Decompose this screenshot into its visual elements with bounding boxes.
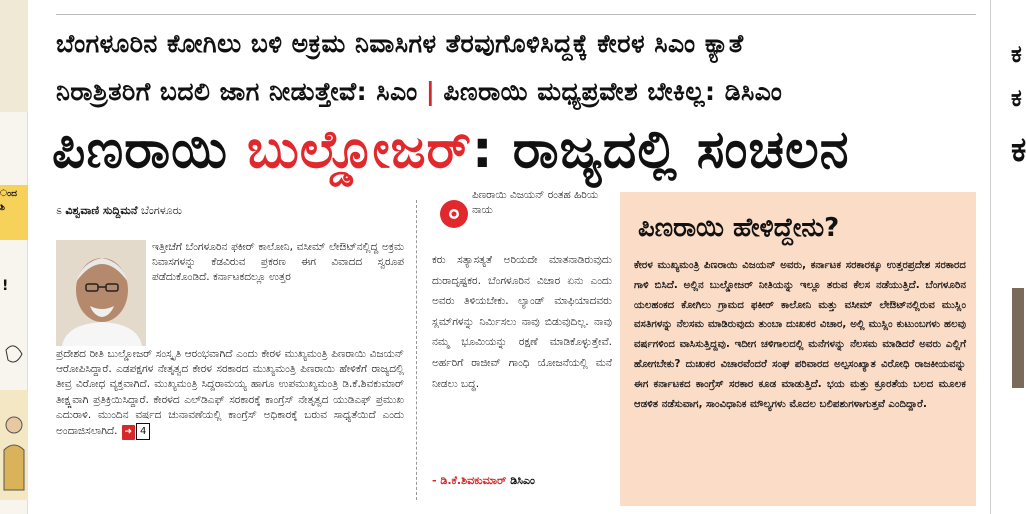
pinarayi-photo <box>56 240 146 346</box>
kicker-separator: | <box>425 77 436 106</box>
left-neighbour-glyph: ! <box>2 278 9 294</box>
kicker-2-right: ಪಿಣರಾಯಿ ಮಧ್ಯಪ್ರವೇಶ ಬೇಕಿಲ್ಲ: ಡಿಸಿಎಂ <box>443 77 783 106</box>
quote-attribution-role: ಡಿಸಿಎಂ <box>506 474 535 487</box>
quote-attribution-name: ಡಿ.ಕೆ.ಶಿವಕುಮಾರ್ <box>440 474 507 487</box>
left-ad-text-2: ಶಿ <box>0 203 5 213</box>
byline <box>56 204 396 218</box>
article-paragraph-top: ಇತ್ತೀಚೆಗೆ ಬೆಂಗಳೂರಿನ ಫಕೀರ್ ಕಾಲೋನಿ, ವಸೀಮ್ ಲೇಔಟ್‌ನಲ್ಲಿದ್ದ ಅಕ್ರಮ ನಿವಾಸಗಳನ್ನು ಕೆಡವಿರುವ ಪ್ರಕರಣ ಈಗ ವಿವಾದದ ಸ್ವರೂಪ ಪಡೆದುಕೊಂಡಿದೆ. ಕರ್ನಾಟಕದಲ್ಲೂ ಉತ್ತರ <box>152 241 404 284</box>
sidebar-title: ಪಿಣರಾಯಿ ಹೇಳಿದ್ದೇನು? <box>638 213 840 243</box>
right-fragment-2: ಕ <box>1011 84 1022 112</box>
right-neighbour-photo <box>1012 288 1024 388</box>
left-ad-text-1: ಂದ <box>0 189 17 199</box>
continued-page-number[interactable]: 4 <box>136 423 150 440</box>
sidebar-body: ಕೇರಳ ಮುಖ್ಯಮಂತ್ರಿ ಪಿಣರಾಯಿ ವಿಜಯನ್ ಅವರು, ಕರ್ನಾಟಕ ಸರಕಾರಕ್ಕೂ ಉತ್ತರಪ್ರದೇಶ ಸರಕಾರದ ಗಾಳಿ ಬಿಸಿದೆ. ಅಲ್ಲಿನ ಬುಲ್ಡೋಜರ್ ನೀತಿಯನ್ನು ಇಲ್ಲೂ ತರುವ ಕೆಲಸ ನಡೆಯುತ್ತಿದೆ. ಬೆಂಗಳೂರಿನ ಯಲಹಂಕದ ಕೋಗಿಲು ಗ್ರಾಮದ ಫಕೀರ್ ಕಾಲೋನಿ ಮತ್ತು ವಸೀಮ್ ಲೇಔಟ್‌ನಲ್ಲಿರುವ ಮುಸ್ಲಿಂ ವಸತಿಗಳನ್ನು ನೆಲಸಮ ಮಾಡಿರುವುದು ತುಂಬಾ ದುಃಖಕರ ವಿಚಾರ, ಅಲ್ಲಿ ಮುಸ್ಲಿಂ ಕುಟುಂಬಗಳು ಹಲವು ವರ್ಷಗಳಿಂದ ವಾಸಿಸುತ್ತಿದ್ದವು. ಇದೀಗ ಚಳಿಗಾಲದಲ್ಲಿ ಮನೆಗಳನ್ನು ನೆಲಸಮ ಮಾಡಿದರೆ ಅವರು ಎಲ್ಲಿಗೆ ಹೋಗಬೇಕು? ದುಃಖಕರ ವಿಚಾರವೆಂದರೆ ಸಂಘ ಪರಿವಾರದ ಅಲ್ಪಸಂಖ್ಯಾತ ವಿರೋಧಿ ರಾಜಕೀಯವನ್ನು ಈಗ ಕರ್ನಾಟಕದ ಕಾಂಗ್ರೆಸ್ ಸರಕಾರ ಕೂಡ ಮಾಡುತ್ತಿದೆ. ಭಯ ಮತ್ತು ಕ್ರೂರತೆಯ ಬಲದ ಮೂಲಕ ಆಡಳಿತ ನಡೆಸುವಾಗ, ಸಾಂವಿಧಾನಿಕ ಮೌಲ್ಯಗಳು ಮೊದಲ ಬಲಿಪಶುಗಳಾಗುತ್ತವೆ ಎಂದಿದ್ದಾರೆ. <box>634 260 966 410</box>
quote-text-top: ಪಿಣರಾಯಿ ವಿಜಯನ್ ರಂತಹ ಹಿರಿಯ ನಾಯ <box>472 189 599 217</box>
article-main-text: ಪ್ರದೇಶದ ರೀತಿ ಬುಲ್ಡೋಜರ್ ಸಂಸ್ಕೃತಿ ಆರಂಭವಾಗಿದೆ ಎಂದು ಕೇರಳ ಮುಖ್ಯಮಂತ್ರಿ ಪಿಣರಾಯಿ ವಿಜಯನ್ ಆರೋಪಿಸಿದ್ದಾರೆ. ಎಡಪಕ್ಷಗಳ ನೇತೃತ್ವದ ಕೇರಳ ಸರಕಾರದ ಮುಖ್ಯಮಂತ್ರಿ ಪಿಣರಾಯಿ ಹೇಳಿಕೆಗೆ ರಾಜ್ಯದಲ್ಲಿ ತೀವ್ರ ವಿರೋಧ ವ್ಯಕ್ತವಾಗಿದೆ. ಮುಖ್ಯಮಂತ್ರಿ ಸಿದ್ದರಾಮಯ್ಯ ಹಾಗೂ ಉಪಮುಖ್ಯಮಂತ್ರಿ ಡಿ.ಕೆ.ಶಿವಕುಮಾರ್ ತೀಕ್ಷ್ಣವಾಗಿ ಪ್ರತಿಕ್ರಿಯಿಸಿದ್ದಾರೆ. ಕೇರಳದ ಎಲ್‌ಡಿಎಫ್ ಸರಕಾರಕ್ಕೆ ಕಾಂಗ್ರೆಸ್ ನೇತೃತ್ವದ ಯುಡಿಎಫ್ ಪ್ರಮುಖ ಎದುರಾಳಿ. ಮುಂದಿನ ವರ್ಷದ ಚುನಾವಣೆಯಲ್ಲಿ ಕಾಂಗ್ರೆಸ್ ಅಧಿಕಾರಕ್ಕೆ ಬರುವ ಸಾಧ್ಯತೆಯಿದೆ ಎಂದು ಅಂದಾಜಿಸಲಾಗಿದೆ. <box>56 348 404 438</box>
left-neighbour-ad <box>0 185 28 240</box>
column-divider <box>416 200 417 500</box>
continued-arrow-icon[interactable]: ➜ <box>122 425 136 440</box>
headline-part-3: : ರಾಜ್ಯದಲ್ಲಿ ಸಂಚಲನ <box>471 120 850 180</box>
quote-attribution-dash: - <box>432 474 441 487</box>
kicker-line-1: ಬೆಂಗಳೂರಿನ ಕೋಗಿಲು ಬಳಿ ಅಕ್ರಮ ನಿವಾಸಿಗಳ ತೆರವುಗೊಳಿಸಿದ್ದಕ್ಕೆ ಕೇರಳ ಸಿಎಂ ಕ್ಯಾತೆ <box>56 29 744 58</box>
kicker-2-left: ನಿರಾಶ್ರಿತರಿಗೆ ಬದಲಿ ಜಾಗ ನೀಡುತ್ತೇವೆ: ಸಿಎಂ <box>56 77 418 106</box>
headline-part-2: ಬುಲ್ಡೋಜರ್ <box>247 120 472 180</box>
right-fragment-1: ಕ <box>1011 40 1022 68</box>
kicker-line-2 <box>56 76 976 108</box>
headline-part-1: ಪಿಣರಾಯಿ <box>52 120 248 180</box>
byline-source: ವಿಶ್ವವಾಣಿ ಸುದ್ದಿಮನೆ <box>65 204 138 217</box>
byline-place: ಬೆಂಗಳೂರು <box>140 204 183 217</box>
left-neighbour-panel <box>0 0 28 112</box>
quote-text-main: ಕರು ಸತ್ಯಾಸತ್ಯತೆ ಅರಿಯದೇ ಮಾತನಾಡಿರುವುದು ದುರಾದೃಷ್ಟಕರ. ಬೆಂಗಳೂರಿನ ವಿಚಾರ ಏನು ಎಂದು ಅವರು ತಿಳಿಯಬೇಕು. ಲ್ಯಾಂಡ್ ಮಾಫಿಯಾದವರು ಸ್ಲಮ್‌ಗಳನ್ನು ನಿರ್ಮಿಸಲು ನಾವು ಬಿಡುವುದಿಲ್ಲ. ನಾವು ನಮ್ಮ ಭೂಮಿಯನ್ನು ರಕ್ಷಣೆ ಮಾಡಿಕೊಳ್ಳುತ್ತೇವೆ. ಅರ್ಹರಿಗೆ ರಾಜೀವ್ ಗಾಂಧಿ ಯೋಜನೆಯಲ್ಲಿ ಮನೆ ನೀಡಲು ಬದ್ಧ. <box>432 254 612 390</box>
left-neighbour-illustration <box>0 330 28 500</box>
right-fragment-3: ಕ <box>1011 130 1026 170</box>
quote-icon <box>440 200 468 228</box>
top-rule <box>56 14 976 15</box>
byline-icon: ಽ <box>56 204 66 217</box>
main-headline <box>52 116 976 184</box>
quote-attribution <box>432 474 612 488</box>
right-neighbour-column <box>990 0 1024 514</box>
article-paragraph-main <box>56 347 404 440</box>
